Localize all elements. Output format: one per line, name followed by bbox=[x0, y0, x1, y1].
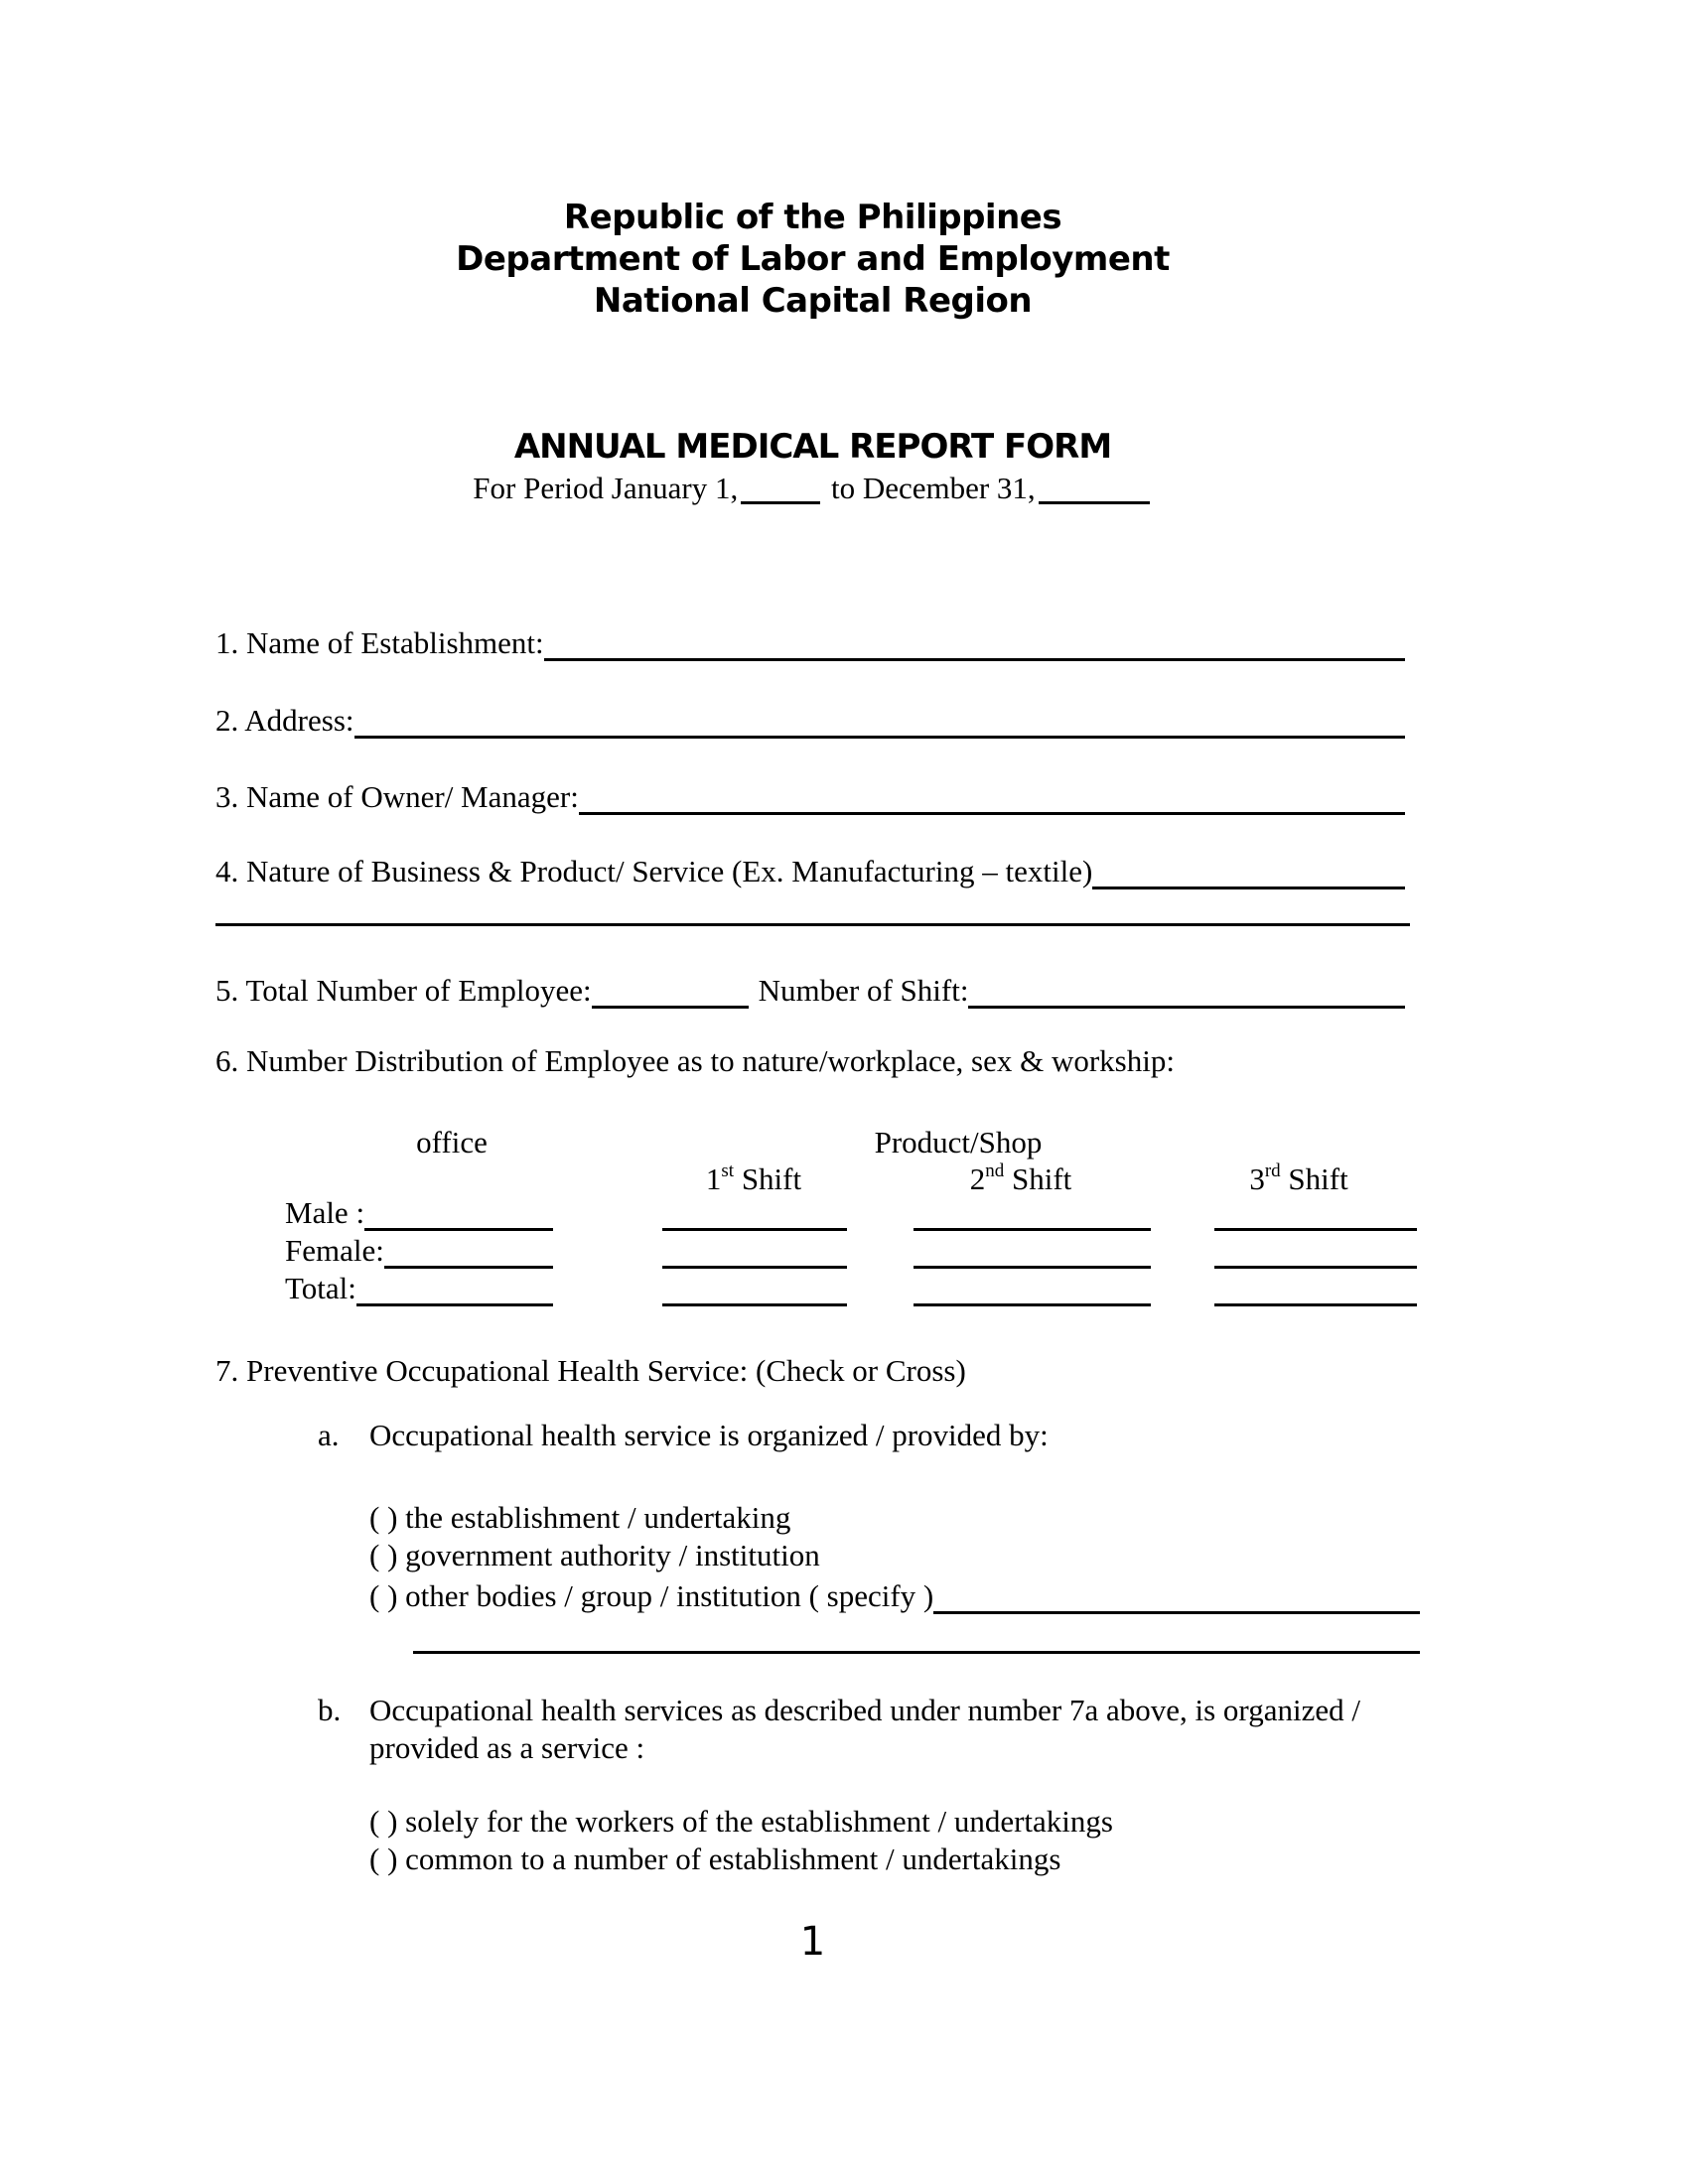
shift-3-label: Shift bbox=[1280, 1161, 1348, 1196]
field-owner bbox=[215, 779, 1405, 815]
total-label: Total: bbox=[285, 1271, 356, 1305]
shift-2-number: 2 bbox=[969, 1161, 986, 1196]
form-title: ANNUAL MEDICAL REPORT FORM bbox=[513, 427, 1112, 467]
specify-continuation bbox=[413, 1618, 1420, 1654]
field-employees-shifts bbox=[215, 973, 1405, 1009]
table-header-shift-3 bbox=[1249, 1161, 1347, 1197]
table-row-female bbox=[285, 1233, 1417, 1269]
field-employees-blank bbox=[592, 973, 749, 1009]
option-7a-establishment-text: ( ) the establishment / undertaking bbox=[369, 1500, 791, 1535]
specify-blank bbox=[933, 1578, 1420, 1614]
shift-1-number: 1 bbox=[705, 1161, 722, 1196]
spacer bbox=[847, 1271, 914, 1306]
table-row-total bbox=[285, 1271, 1417, 1306]
spacer bbox=[847, 1233, 914, 1269]
shift-2-ordinal: nd bbox=[985, 1160, 1005, 1181]
field-shifts-label: Number of Shift: bbox=[758, 973, 969, 1008]
item-7a-text: Occupational health service is organized / provided by: bbox=[369, 1418, 1049, 1452]
male-label: Male : bbox=[285, 1195, 365, 1230]
female-shift1-blank bbox=[662, 1233, 847, 1269]
total-office-blank bbox=[356, 1271, 553, 1306]
item-7-heading bbox=[215, 1353, 966, 1389]
field-business-blank-2 bbox=[215, 890, 1410, 926]
field-shifts-blank bbox=[968, 973, 1405, 1009]
spacer bbox=[1151, 1195, 1214, 1231]
male-shift1-blank bbox=[662, 1195, 847, 1231]
female-label-cell bbox=[285, 1233, 553, 1269]
shift-3-number: 3 bbox=[1249, 1161, 1265, 1196]
field-business-continuation bbox=[215, 890, 1410, 926]
male-shift3-blank bbox=[1214, 1195, 1417, 1231]
period-line bbox=[215, 471, 1410, 506]
specify-continuation-blank bbox=[413, 1618, 1420, 1654]
field-establishment-blank bbox=[544, 625, 1405, 661]
field-owner-label: 3. Name of Owner/ Manager: bbox=[215, 779, 579, 814]
spacer bbox=[553, 1195, 662, 1231]
field-address-label: 2. Address: bbox=[215, 703, 354, 738]
page-number: 1 bbox=[799, 1919, 826, 1965]
female-shift3-blank bbox=[1214, 1233, 1417, 1269]
field-business-label: 4. Nature of Business & Product/ Service (Ex. Manufacturing – textile) bbox=[215, 854, 1093, 888]
spacer bbox=[1151, 1271, 1214, 1306]
female-office-blank bbox=[384, 1233, 553, 1269]
period-text-1: For Period January 1, bbox=[473, 471, 739, 505]
field-business bbox=[215, 854, 1405, 889]
option-7b-solely bbox=[369, 1804, 1113, 1840]
item-7a-marker: a. bbox=[318, 1418, 340, 1452]
field-establishment bbox=[215, 625, 1405, 661]
field-distribution bbox=[215, 1043, 1175, 1079]
field-distribution-label: 6. Number Distribution of Employee as to nature/workplace, sex & workship: bbox=[215, 1043, 1175, 1078]
field-business-blank bbox=[1092, 854, 1405, 889]
item-7b-marker: b. bbox=[318, 1693, 342, 1727]
table-header-office: office bbox=[416, 1125, 488, 1160]
letterhead bbox=[215, 197, 1410, 322]
female-label: Female: bbox=[285, 1233, 384, 1268]
option-7b-common-text: ( ) common to a number of establishment / undertakings bbox=[369, 1842, 1061, 1876]
shift-2-label: Shift bbox=[1004, 1161, 1072, 1196]
item-7b-text-line-2-wrap bbox=[369, 1730, 644, 1766]
option-7a-government-text: ( ) government authority / institution bbox=[369, 1538, 820, 1572]
table-header-shift-1 bbox=[706, 1161, 801, 1197]
option-7a-other-bodies bbox=[369, 1578, 1420, 1614]
item-7a bbox=[318, 1418, 1049, 1453]
option-7a-establishment bbox=[369, 1500, 790, 1536]
item-7b bbox=[318, 1693, 1360, 1728]
option-7b-common bbox=[369, 1842, 1061, 1877]
table-header-shift-2 bbox=[970, 1161, 1072, 1197]
letterhead-line-3: National Capital Region bbox=[593, 281, 1033, 321]
period-year-blank-1 bbox=[741, 501, 820, 504]
spacer bbox=[553, 1233, 662, 1269]
field-address bbox=[215, 703, 1405, 739]
shift-1-ordinal: st bbox=[721, 1160, 735, 1181]
field-establishment-label: 1. Name of Establishment: bbox=[215, 625, 544, 660]
male-shift2-blank bbox=[914, 1195, 1151, 1231]
period-text-2: to December 31, bbox=[830, 471, 1036, 505]
table-row-male bbox=[285, 1195, 1417, 1231]
option-7b-solely-text: ( ) solely for the workers of the establishment / undertakings bbox=[369, 1804, 1113, 1839]
male-label-cell bbox=[285, 1195, 553, 1231]
option-7a-government bbox=[369, 1538, 820, 1573]
field-address-blank bbox=[354, 703, 1406, 739]
letterhead-line-1: Republic of the Philippines bbox=[563, 198, 1062, 237]
total-label-cell bbox=[285, 1271, 553, 1306]
spacer bbox=[1151, 1233, 1214, 1269]
period-year-blank-2 bbox=[1039, 501, 1150, 504]
spacer bbox=[553, 1271, 662, 1306]
shift-3-ordinal: rd bbox=[1264, 1160, 1281, 1181]
item-7-heading-text: 7. Preventive Occupational Health Service: (Check or Cross) bbox=[215, 1353, 966, 1388]
total-shift3-blank bbox=[1214, 1271, 1417, 1306]
item-7b-text-line-1: Occupational health services as described under number 7a above, is organized / bbox=[369, 1693, 1360, 1727]
letterhead-line-2: Department of Labor and Employment bbox=[456, 239, 1170, 279]
total-shift2-blank bbox=[914, 1271, 1151, 1306]
field-owner-blank bbox=[579, 779, 1405, 815]
field-employees-label: 5. Total Number of Employee: bbox=[215, 973, 592, 1008]
table-header-product-shop: Product/Shop bbox=[874, 1125, 1043, 1160]
item-7b-text-line-2: provided as a service : bbox=[369, 1730, 645, 1765]
option-7a-other-bodies-text: ( ) other bodies / group / institution ( specify ) bbox=[369, 1578, 934, 1613]
shift-1-label: Shift bbox=[734, 1161, 802, 1196]
male-office-blank bbox=[364, 1195, 553, 1231]
spacer bbox=[847, 1195, 914, 1231]
female-shift2-blank bbox=[914, 1233, 1151, 1269]
total-shift1-blank bbox=[662, 1271, 847, 1306]
